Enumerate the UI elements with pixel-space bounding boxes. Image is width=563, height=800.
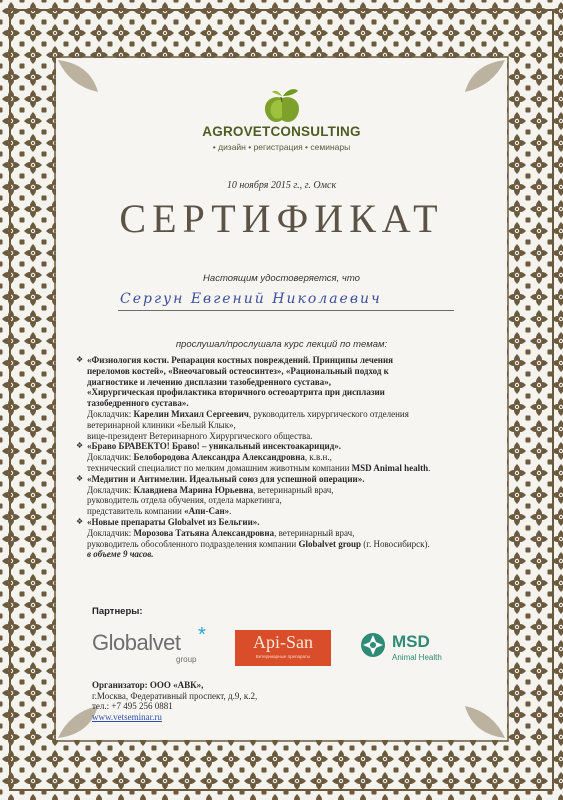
- diamond-bullet-icon: ❖: [76, 473, 84, 483]
- detail-text: представитель компании: [87, 506, 185, 517]
- detail-text: Докладчик:: [87, 484, 134, 495]
- msd-emblem-icon: [360, 632, 386, 658]
- detail-text: Докладчик:: [87, 408, 134, 419]
- lecture-title-line: «Физиология кости. Репарация костных повреждений. Принципы лечения: [87, 355, 393, 365]
- company-name: MSD Animal health: [351, 462, 429, 473]
- organizer-block: [92, 680, 257, 722]
- lecture-item: [74, 355, 492, 441]
- apisan-wordmark: Api-San: [253, 632, 313, 652]
- lecture-detail-line: [87, 463, 492, 474]
- lecture-detail-line: [87, 495, 492, 506]
- globalvet-wordmark: Globalvet: [92, 630, 181, 655]
- lecture-item: [74, 474, 492, 517]
- msd-wordmark: MSD: [392, 632, 430, 651]
- attended-text: прослушал/прослушала курс лекций по темам:: [175, 339, 388, 350]
- company-name: Globalvet group: [298, 538, 362, 549]
- globalvet-sub: group: [176, 655, 197, 664]
- detail-text: ветеринарной клиники «Белый Клык»,: [87, 419, 236, 430]
- organizer-address: г.Москва, Федеративный проспект, д.9, к.2,: [92, 690, 258, 701]
- msd-logo: [360, 632, 470, 668]
- date-place: 10 ноября 2015 г., г. Омск: [226, 180, 337, 191]
- apisan-logo: [235, 630, 331, 666]
- apisan-sub: Ветеринарные препараты: [255, 654, 311, 659]
- brand-tagline: • дизайн • регистрация • семинары: [212, 142, 351, 152]
- speaker-name: Клавдиева Марина Юрьевна: [133, 484, 254, 495]
- lecture-detail-line: [87, 420, 492, 431]
- detail-text: , руководитель хирургического отделения: [248, 408, 409, 419]
- detail-text: Докладчик:: [87, 452, 134, 463]
- lecture-list: [74, 355, 492, 560]
- diamond-bullet-icon: ❖: [76, 355, 84, 364]
- detail-text: .: [229, 506, 232, 517]
- organizer-phone: тел.: +7 495 256 0881: [92, 701, 173, 711]
- lecture-title-line: переломов костей», «Внеочаговый остеосинтез», «Рациональный подход к: [87, 365, 389, 376]
- lecture-detail-line: [87, 431, 492, 442]
- lecture-detail-line: [87, 506, 492, 517]
- brand-name: AGROVETCONSULTING: [202, 124, 361, 139]
- certify-text: Настоящим удостоверяется, что: [203, 273, 360, 284]
- detail-text: технический специалист по мелким домашним животным компании: [87, 462, 352, 473]
- detail-text: , ветеринарный врач,: [274, 527, 355, 538]
- diamond-bullet-icon: ❖: [76, 516, 84, 526]
- detail-text: .: [428, 462, 431, 473]
- diamond-bullet-icon: ❖: [76, 441, 84, 451]
- organizer-heading: Организатор: ООО «АВК»,: [92, 680, 204, 690]
- lecture-title-line: «Хирургическая профилактика вторичного остеоартрита при дисплазии: [87, 387, 385, 398]
- certificate-title: СЕРТИФИКАТ: [119, 196, 444, 241]
- detail-text: вице-президент Ветеринарного Хирургического общества.: [87, 430, 313, 441]
- globalvet-logo: [92, 624, 210, 670]
- lecture-detail-line: [87, 528, 492, 539]
- lecture-detail-line: [87, 539, 492, 550]
- lecture-title-line: тазобедренного сустава».: [87, 398, 189, 409]
- speaker-name: Морозова Татьяна Александровна: [133, 527, 275, 538]
- asterisk-icon: *: [198, 624, 206, 646]
- lecture-item: [74, 441, 492, 473]
- company-name: «Апи-Сан»: [184, 506, 230, 517]
- detail-text: руководитель отдела обучения, отдела маркетинга,: [87, 495, 282, 506]
- lecture-title-line: «Новые препараты Globalvet из Бельгии».: [87, 516, 260, 527]
- organizer-website-link[interactable]: www.vetseminar.ru: [92, 711, 162, 722]
- detail-text: руководитель обособленного подразделения компании: [87, 538, 299, 549]
- lecture-title-line: диагностике и лечению дисплазии тазобедренного сустава»,: [87, 376, 331, 387]
- detail-text: , ветеринарный врач,: [253, 484, 334, 495]
- detail-text: Докладчик:: [87, 527, 134, 538]
- lecture-item: [74, 517, 492, 560]
- lecture-detail-line: [87, 452, 492, 463]
- msd-sub: Animal Health: [392, 653, 442, 662]
- detail-text: (г. Новосибирск).: [361, 538, 430, 549]
- speaker-name: Белобородова Александра Александровна: [133, 452, 305, 463]
- course-duration: в объеме 9 часов.: [87, 549, 154, 560]
- lecture-detail-line: [87, 409, 492, 420]
- detail-text: , к.в.н.,: [304, 452, 332, 463]
- partners-heading: Партнеры:: [92, 606, 143, 617]
- lecture-title-line: «Медитин и Антимелин. Идеальный союз для успешной операции».: [87, 473, 365, 484]
- recipient-name: Сергун Евгений Николаевич: [120, 291, 382, 307]
- lecture-detail-line: [87, 485, 492, 496]
- speaker-name: Карелин Михаил Сергеевич: [133, 408, 249, 419]
- recipient-underline: [118, 310, 454, 311]
- lecture-title-line: «Браво БРАВЕКТО! Браво! – уникальный инсектоакарицид».: [87, 441, 342, 452]
